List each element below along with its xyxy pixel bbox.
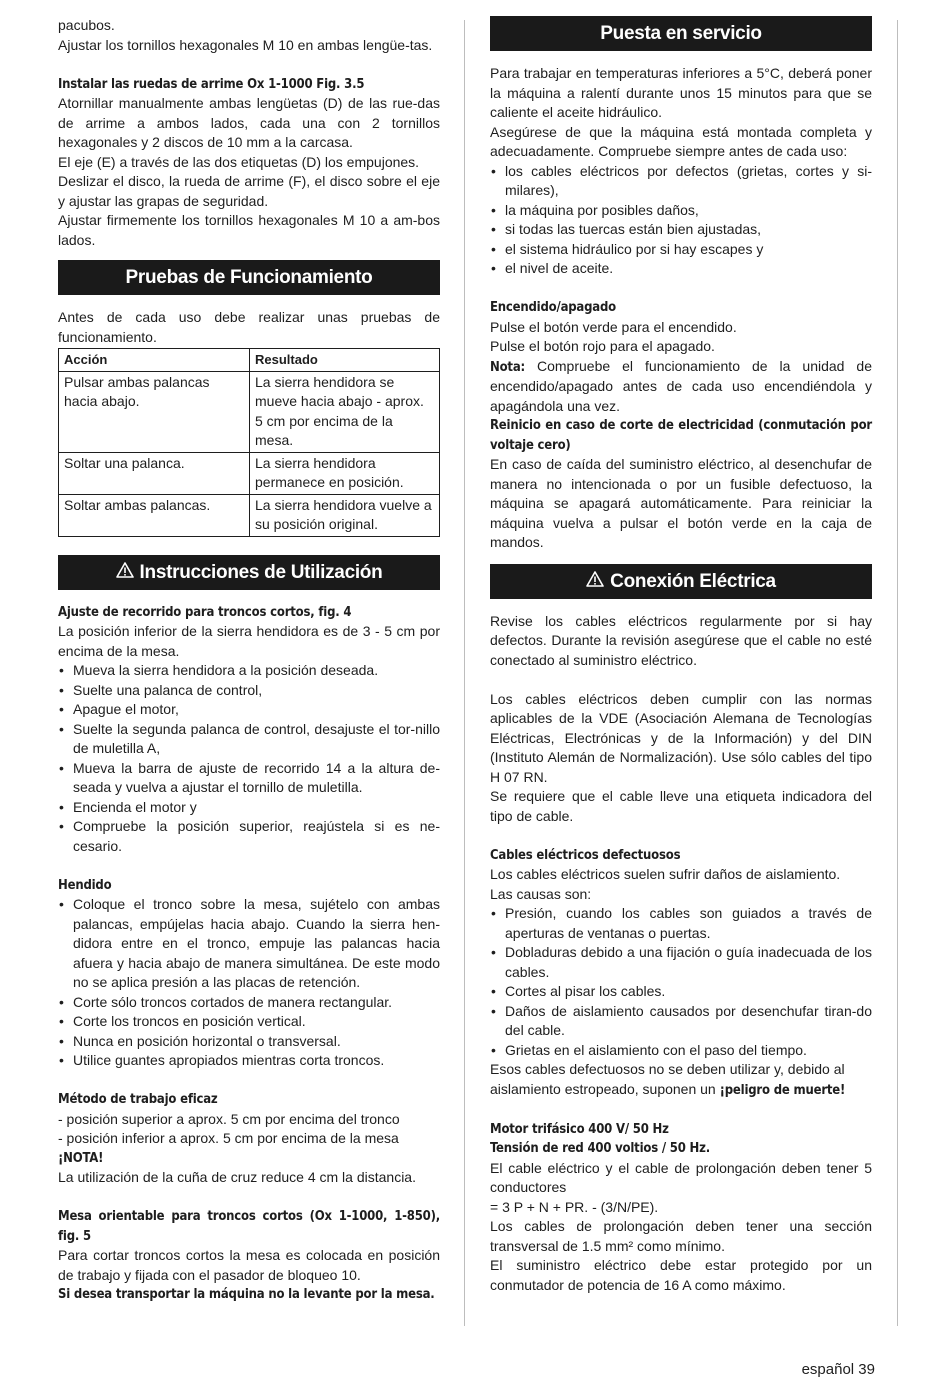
list-item: • Nunca en posición horizontal o transversal. (58, 1032, 440, 1052)
encendido-line-2: Pulse el botón rojo para el apagado. (490, 338, 715, 354)
encendido-line-1: Pulse el botón verde para el encendido. (490, 318, 737, 335)
list-item: • Presión, cuando los cables son guiados a través de aperturas de ventanas o puertas. (490, 904, 872, 943)
list-item: • Corte los troncos en posición vertical. (58, 1012, 440, 1032)
motor-text-1: El cable eléctrico y el cable de prolongación deben tener 5 conductores (490, 1159, 872, 1195)
metodo-heading: Método de trabajo eficaz (58, 1092, 218, 1107)
puesta-text-1: Para trabajar en temperaturas inferiores a 5°C, deberá poner la máquina a ralentí durante unos 15 minutos para que se caliente el aceite hidráulico. (490, 65, 872, 120)
table-cell-accion: Soltar ambas palancas. (59, 494, 250, 536)
ruedas-eje: El eje (E) a través de las dos etiquetas (D) los empujones. (58, 153, 420, 170)
ajuste-text: La posición inferior de la sierra hendidora es de 3 - 5 cm por encima de la mesa. (58, 623, 440, 659)
table-header-resultado: Resultado (250, 349, 440, 372)
mesa-heading: Mesa orientable para troncos cortos (Ox 1-1000, 1-850), fig. 5 (58, 1209, 440, 1244)
defectuosos-end (490, 1060, 872, 1100)
list-item: • el nivel de aceite. (490, 259, 872, 279)
reinicio-text: En caso de caída del suministro eléctrico, al desenchufar de manera no intencionada o por un fusible defectuoso, la máquina se apagará automáticamente. Para reiniciar la máquina vuelva a pulsar el botón verde en la caja de mandos. (490, 456, 872, 550)
table-cell-accion: Soltar una palanca. (59, 452, 250, 494)
list-item: • Corte sólo troncos cortados de manera rectangular. (58, 993, 440, 1013)
list-item: • el sistema hidráulico por si hay escapes y (490, 240, 872, 260)
normas-text: Los cables eléctricos deben cumplir con las normas aplicables de la VDE (Asociación Alemana de Tecnologías Eléctricas, Electrónicas y de la Información) y del DIN (Instituto Alemán de Normalización). Use sólo cables del tipo H 07 RN. (490, 690, 872, 785)
list-item: • Suelte la segunda palanca de control, desajuste el tor-nillo de muletilla A, (58, 720, 440, 759)
right-column (490, 16, 872, 1295)
hendido-heading: Hendido (58, 877, 112, 893)
peligro-end: ! (840, 1082, 846, 1098)
nota-label: Nota: (490, 359, 525, 375)
motor-text-2: = 3 P + N + PR. - (3/N/PE). (490, 1198, 659, 1215)
conexion-title-bar (490, 564, 872, 599)
motor-text-4: El suministro eléctrico debe estar protegido por un conmutador de potencia de 16 A como máximo. (490, 1257, 872, 1293)
warning-triangle-icon (116, 562, 134, 578)
list-item: • los cables eléctricos por defectos (grietas, cortes y si-milares), (490, 162, 872, 201)
defectuosos-text-1: Los cables eléctricos suelen sufrir daños de aislamiento. (490, 866, 841, 882)
puesta-list (490, 162, 872, 279)
list-item: • Mueva la barra de ajuste de recorrido 14 a la altura de-seada y vuelva a ajustar el tornillo de muletilla. (58, 759, 440, 798)
metodo-line-2: - posición inferior a aprox. 5 cm por encima de la mesa (58, 1130, 399, 1146)
column-divider (464, 20, 465, 1326)
list-item: • si todas las tuercas están bien ajustadas, (490, 220, 872, 240)
list-item: • Grietas en el aislamiento con el paso del tiempo. (490, 1041, 872, 1061)
pruebas-title: Pruebas de Funcionamiento (125, 267, 373, 288)
table-cell-accion: Pulsar ambas palancas hacia abajo. (59, 371, 250, 452)
mesa-text: Para cortar troncos cortos la mesa es colocada en posición de trabajo y fijada con el pasador de bloqueo 10. (58, 1247, 440, 1283)
nota-text: La utilización de la cuña de cruz reduce 4 cm la distancia. (58, 1169, 416, 1185)
ruedas-heading: Instalar las ruedas de arrime Ox 1-1000 Fig. 3.5 (58, 76, 365, 92)
hendido-list (58, 895, 440, 1071)
right-margin-rule (897, 20, 898, 1326)
ruedas-text: Atornillar manualmente ambas lengüetas (D) de las rue-das de arrime a ambos lados, cada una con 2 tornillos hexagonales y 2 discos de 10 mm a la carcasa. (58, 95, 440, 150)
list-item: • Daños de aislamiento causados por desenchufar tiran-do del cable. (490, 1002, 872, 1041)
encendido-heading: Encendido/apagado (490, 300, 616, 315)
list-item: • Encienda el motor y (58, 798, 440, 818)
table-cell-resultado: La sierra hendidora vuelve a su posición original. (250, 494, 440, 536)
mesa-warning: Si desea transportar la máquina no la levante por la mesa. (58, 1287, 435, 1302)
reinicio-heading: Reinicio en caso de corte de electricidad (conmutación por voltaje cero) (490, 418, 872, 453)
defectuosos-heading: Cables eléctricos defectuosos (490, 847, 681, 863)
list-item: • Apague el motor, (58, 700, 440, 720)
list-item: • Dobladuras debido a una fijación o guía inadecuada de los cables. (490, 943, 872, 982)
peligro-text: ¡peligro de muerte (719, 1082, 841, 1098)
puesta-title: Puesta en servicio (600, 23, 762, 44)
motor-heading-1: Motor trifásico 400 V/ 50 Hz (490, 1121, 669, 1137)
conexion-title: Conexión Eléctrica (610, 570, 776, 592)
metodo-line-1: - posición superior a aprox. 5 cm por encima del tronco (58, 1110, 400, 1127)
warning-triangle-icon (586, 571, 604, 587)
table-row (59, 452, 440, 494)
puesta-title-bar (490, 16, 872, 51)
ruedas-disco: Deslizar el disco, la rueda de arrime (F), el disco sobre el eje y ajustar las grapas de seguridad. (58, 173, 440, 209)
defectuosos-list (490, 904, 872, 1060)
table-cell-resultado: La sierra hendidora se mueve hacia abajo - aprox. 5 cm por encima de la mesa. (250, 371, 440, 452)
table-cell-resultado: La sierra hendidora permanece en posición. (250, 452, 440, 494)
list-item: • Coloque el tronco sobre la mesa, sujételo con ambas palancas, empújelas hacia abajo. Cuando la sierra hen-didora entre en el tronco, empuje las palancas hacia afuera y hacia abajo de manera simultánea. De este modo no se aplica presión a las placas de retención. (58, 895, 440, 993)
list-item: • Suelte una palanca de control, (58, 681, 440, 701)
defectuosos-end-text: Esos cables defectuosos no se deben utilizar y, debido al aislamiento estropeado, suponen un (490, 1061, 845, 1097)
intro-line-1: pacubos. (58, 17, 115, 33)
defectuosos-text-2: Las causas son: (490, 885, 592, 902)
list-item: • la máquina por posibles daños, (490, 201, 872, 221)
pruebas-intro: Antes de cada uso debe realizar unas pruebas de funcionamiento. (58, 309, 440, 345)
instrucciones-title-bar (58, 555, 440, 590)
ajuste-heading: Ajuste de recorrido para troncos cortos, fig. 4 (58, 604, 352, 620)
nota-text: Compruebe el funcionamiento de la unidad de encendido/apagado antes de cada uso encendiéndola y apagándola una vez. (490, 357, 873, 414)
list-item: • Cortes al pisar los cables. (490, 982, 872, 1002)
motor-heading-2: Tensión de red 400 voltios / 50 Hz. (490, 1141, 710, 1156)
list-item: • Compruebe la posición superior, reajústela si es ne-cesario. (58, 817, 440, 856)
intro-line-2: Ajustar los tornillos hexagonales M 10 en ambas lengüe-tas. (58, 36, 433, 53)
table-row (59, 494, 440, 536)
list-item: • Utilice guantes apropiados mientras corta troncos. (58, 1051, 440, 1071)
puesta-text-2: Asegúrese de que la máquina está montada completa y adecuadamente. Compruebe siempre antes de cada uso: (490, 123, 872, 159)
pruebas-title-bar (58, 260, 440, 295)
pruebas-table (58, 348, 440, 537)
conexion-text: Revise los cables eléctricos regularmente por si hay defectos. Durante la revisión asegúrese que el cable no esté conectado al suministro eléctrico. (490, 612, 872, 668)
list-item: • Mueva la sierra hendidora a la posición deseada. (58, 661, 440, 681)
page-number: español 39 (801, 1361, 875, 1378)
table-row (59, 371, 440, 452)
instrucciones-title: Instrucciones de Utilización (139, 561, 383, 583)
etiqueta-text: Se requiere que el cable lleve una etiqueta indicadora del tipo de cable. (490, 788, 872, 824)
motor-text-3: Los cables de prolongación deben tener una sección transversal de 1.5 mm² como mínimo. (490, 1218, 872, 1254)
left-column (58, 16, 440, 1305)
nota-label: ¡NOTA! (58, 1150, 104, 1166)
ruedas-ajustar: Ajustar firmemente los tornillos hexagonales M 10 a am-bos lados. (58, 212, 440, 248)
nota-paragraph (490, 357, 872, 417)
table-header-accion: Acción (59, 349, 250, 372)
table-header-row (59, 349, 440, 372)
ajuste-list (58, 661, 440, 856)
